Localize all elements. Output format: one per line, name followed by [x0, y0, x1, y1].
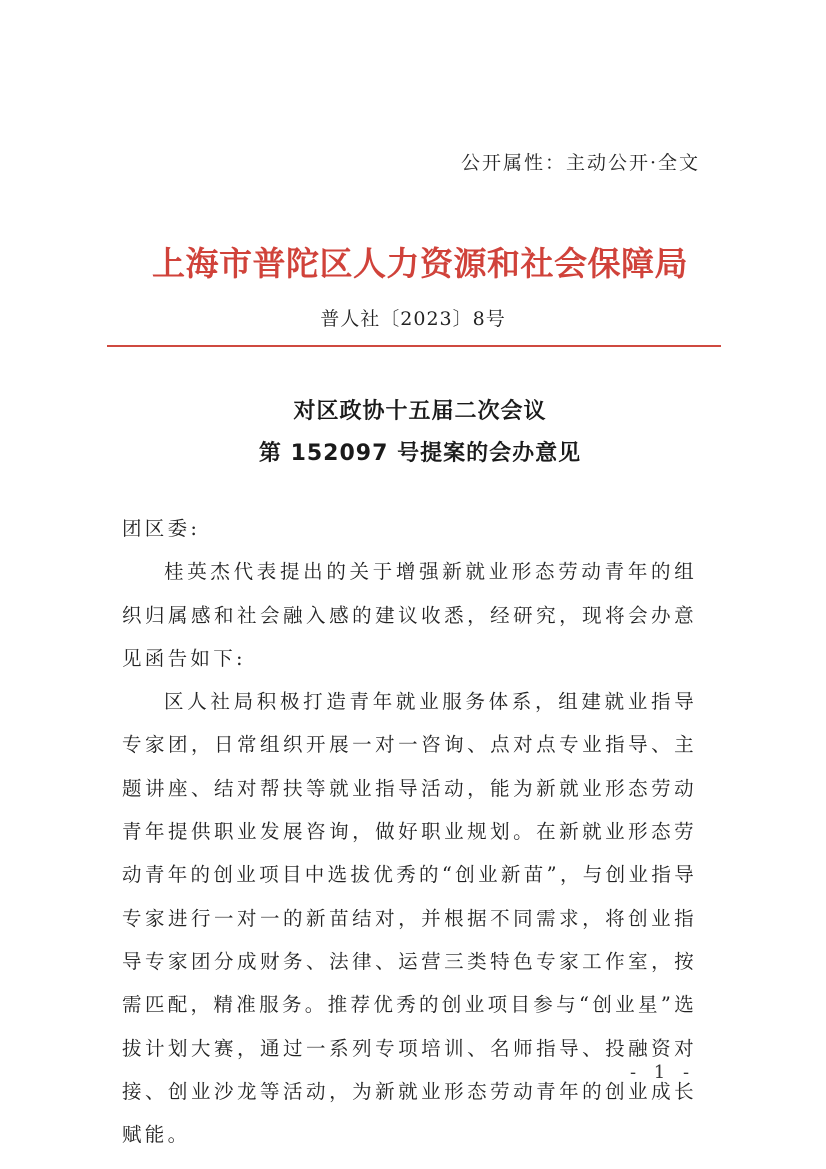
page-number: - 1 -: [630, 1062, 696, 1083]
salutation: 团区委:: [122, 517, 201, 540]
red-divider: [107, 345, 721, 347]
document-title-line-1: 对区政协十五届二次会议: [293, 399, 547, 424]
paragraph: 区人社局积极打造青年就业服务体系，组建就业指导专家团，日常组织开展一对一咨询、点对点专业指导、主题讲座、结对帮扶等就业指导活动，能为新就业形态劳动青年提供职业发展咨询，做好职业规划。在新就业形态劳动青年的创业项目中选拔优秀的“创业新苗”，与创业指导专家进行一对一的新苗结对，并根据不同需求，将创业指导专家团分成财务、法律、运营三类特色专家工作室，按需匹配，精准服务。推荐优秀的创业项目参与“创业星”选拔计划大赛，通过一系列专项培训、名师指导、投融资对接、创业沙龙等活动，为新就业形态劳动青年的创业成长赋能。: [122, 690, 697, 1147]
document-number: 普人社〔2023〕8号: [320, 308, 506, 330]
paragraph: 桂英杰代表提出的关于增强新就业形态劳动青年的组织归属感和社会融入感的建议收悉，经研究，现将会办意见函告如下:: [122, 560, 697, 670]
document-body: [122, 507, 697, 1156]
document-title-line-2: 第 152097 号提案的会办意见: [258, 441, 582, 466]
organization-title: 上海市普陀区人力资源和社会保障局: [152, 244, 688, 283]
disclosure-attribute: 公开属性：主动公开·全文: [460, 152, 700, 174]
